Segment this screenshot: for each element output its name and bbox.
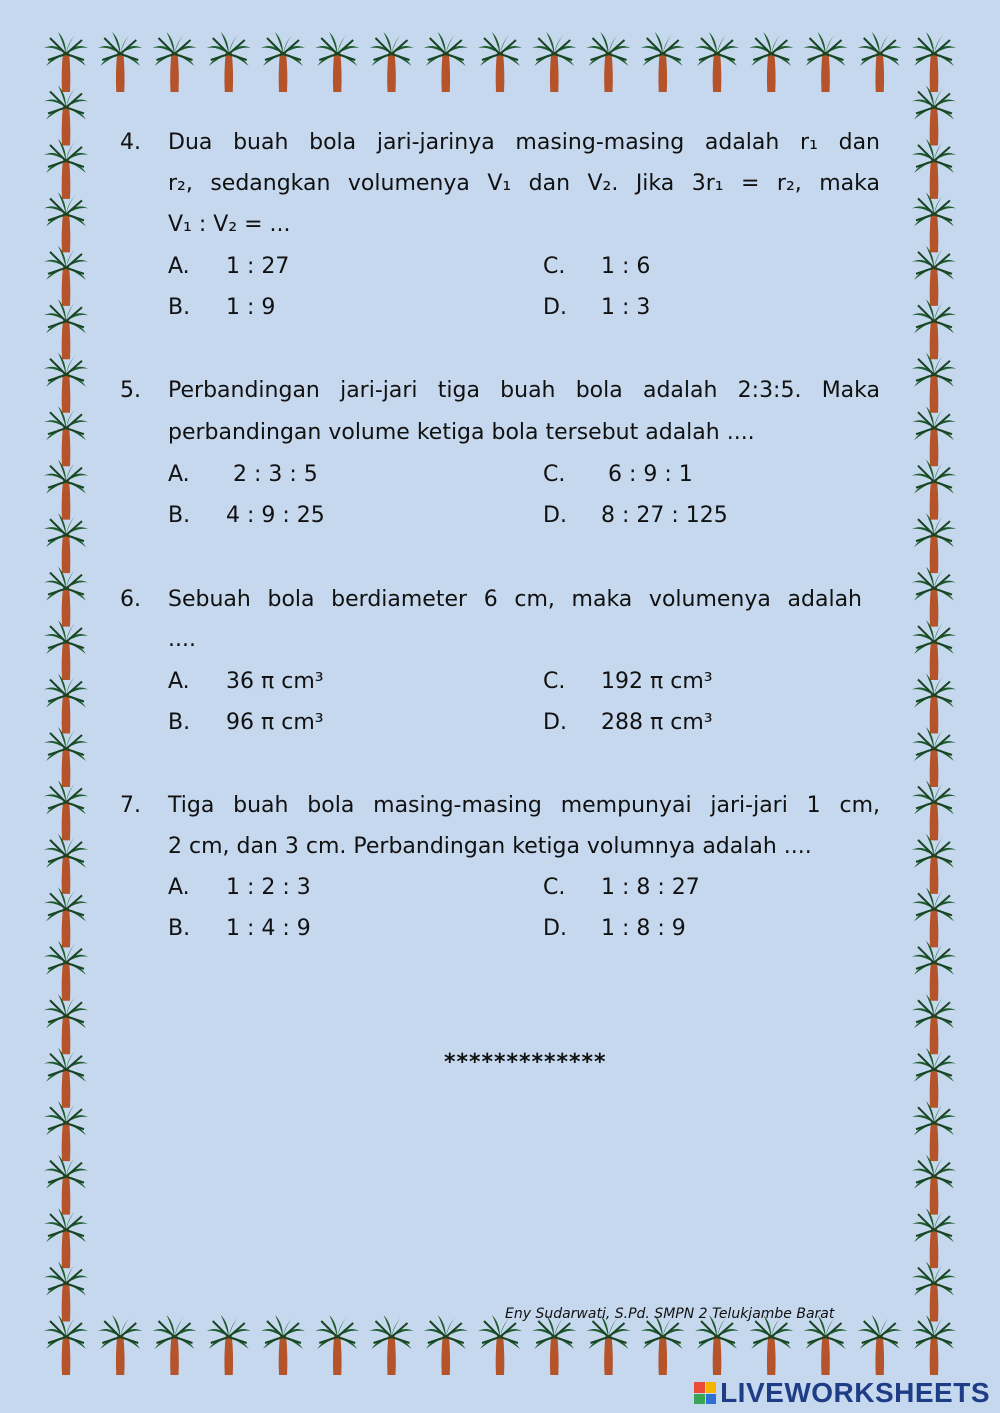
option-value: 1 : 3 <box>601 295 651 320</box>
palm-tree-icon <box>153 1315 197 1375</box>
palm-tree-icon <box>912 780 956 840</box>
option-label: C. <box>543 254 566 279</box>
palm-tree-icon <box>44 994 88 1054</box>
palm-tree-icon <box>749 1315 793 1375</box>
palm-tree-icon <box>912 139 956 199</box>
option-label: B. <box>168 503 191 528</box>
question-number: 6. <box>120 587 141 612</box>
palm-tree-icon <box>424 1315 468 1375</box>
palm-tree-icon <box>749 32 793 92</box>
palm-tree-icon <box>44 406 88 466</box>
option-a[interactable] <box>168 252 289 282</box>
palm-tree-icon <box>912 1101 956 1161</box>
palm-tree-icon <box>912 727 956 787</box>
option-value: 1 : 27 <box>226 254 290 279</box>
palm-tree-icon <box>370 1315 414 1375</box>
option-label: B. <box>168 710 191 735</box>
question-number: 7. <box>120 793 141 818</box>
option-c[interactable] <box>543 460 693 490</box>
palm-tree-icon <box>912 620 956 680</box>
question-text-line: Tiga buah bola masing-masing mempunyai jari-jari 1 cm, <box>168 793 880 818</box>
palm-tree-icon <box>912 353 956 413</box>
palm-tree-icon <box>912 299 956 359</box>
question-5 <box>120 376 880 536</box>
option-value: 192 π cm³ <box>601 669 713 694</box>
palm-tree-icon <box>44 1155 88 1215</box>
option-label: A. <box>168 669 190 694</box>
option-label: D. <box>543 503 567 528</box>
palm-tree-icon <box>912 1208 956 1268</box>
question-text-line: Dua buah bola jari-jarinya masing-masing adalah r₁ dan <box>168 130 880 155</box>
question-text-line: Sebuah bola berdiameter 6 cm, maka volumenya adalah <box>168 587 862 612</box>
question-text-line: Perbandingan jari-jari tiga buah bola adalah 2:3:5. Maka <box>168 378 880 403</box>
palm-tree-icon <box>44 85 88 145</box>
palm-tree-icon <box>44 192 88 252</box>
palm-tree-icon <box>44 941 88 1001</box>
option-c[interactable] <box>543 252 650 282</box>
palm-tree-icon <box>532 32 576 92</box>
palm-tree-icon <box>44 1262 88 1322</box>
palm-tree-icon <box>44 299 88 359</box>
option-label: D. <box>543 916 567 941</box>
option-label: C. <box>543 875 566 900</box>
option-value: 1 : 6 <box>601 254 651 279</box>
option-value: 1 : 2 : 3 <box>226 875 311 900</box>
watermark-text: LIVEWORKSHEETS <box>720 1377 990 1408</box>
palm-tree-icon <box>261 32 305 92</box>
option-value: 1 : 9 <box>226 295 276 320</box>
option-label: D. <box>543 710 567 735</box>
palm-tree-icon <box>44 674 88 734</box>
palm-tree-icon <box>858 32 902 92</box>
palm-tree-icon <box>44 834 88 894</box>
option-label: B. <box>168 295 191 320</box>
option-label: A. <box>168 462 190 487</box>
option-value: 1 : 8 : 9 <box>601 916 686 941</box>
palm-tree-icon <box>44 780 88 840</box>
option-value: 2 : 3 : 5 <box>226 462 318 487</box>
palm-tree-icon <box>804 32 848 92</box>
palm-tree-icon <box>912 1048 956 1108</box>
palm-tree-icon <box>912 1262 956 1322</box>
option-a[interactable] <box>168 460 318 490</box>
palm-tree-icon <box>912 994 956 1054</box>
palm-tree-icon <box>912 674 956 734</box>
palm-tree-icon <box>912 460 956 520</box>
palm-tree-icon <box>44 620 88 680</box>
option-value: 96 π cm³ <box>226 710 324 735</box>
palm-tree-icon <box>98 32 142 92</box>
palm-tree-icon <box>587 1315 631 1375</box>
palm-tree-icon <box>44 567 88 627</box>
option-b[interactable] <box>168 293 275 323</box>
option-a[interactable] <box>168 873 311 903</box>
palm-tree-icon <box>315 1315 359 1375</box>
palm-tree-icon <box>912 1315 956 1375</box>
author-credit: Eny Sudarwati, S.Pd. SMPN 2 Telukjambe Barat <box>505 1306 835 1322</box>
question-text-line: perbandingan volume ketiga bola tersebut adalah .... <box>168 420 755 445</box>
palm-tree-icon <box>912 887 956 947</box>
palm-tree-icon <box>153 32 197 92</box>
option-value: 4 : 9 : 25 <box>226 503 325 528</box>
option-label: C. <box>543 462 566 487</box>
palm-tree-icon <box>532 1315 576 1375</box>
palm-tree-icon <box>912 513 956 573</box>
palm-tree-icon <box>44 32 88 92</box>
palm-tree-icon <box>44 139 88 199</box>
watermark <box>694 1376 990 1410</box>
palm-tree-icon <box>912 1155 956 1215</box>
palm-tree-icon <box>858 1315 902 1375</box>
palm-tree-icon <box>587 32 631 92</box>
option-value: 8 : 27 : 125 <box>601 503 728 528</box>
palm-tree-icon <box>912 834 956 894</box>
option-value: 36 π cm³ <box>226 669 324 694</box>
option-b[interactable] <box>168 501 325 531</box>
palm-tree-icon <box>44 727 88 787</box>
question-4 <box>120 128 880 328</box>
palm-tree-icon <box>641 1315 685 1375</box>
option-label: C. <box>543 669 566 694</box>
palm-tree-icon <box>478 1315 522 1375</box>
palm-tree-icon <box>370 32 414 92</box>
palm-tree-icon <box>44 1208 88 1268</box>
option-label: A. <box>168 875 190 900</box>
question-number: 4. <box>120 130 141 155</box>
question-text-line: V₁ : V₂ = ... <box>168 212 291 237</box>
option-value: 288 π cm³ <box>601 710 713 735</box>
palm-tree-icon <box>315 32 359 92</box>
palm-tree-icon <box>44 246 88 306</box>
palm-tree-icon <box>695 1315 739 1375</box>
palm-tree-icon <box>641 32 685 92</box>
palm-tree-icon <box>98 1315 142 1375</box>
question-7 <box>120 791 880 951</box>
palm-tree-icon <box>912 941 956 1001</box>
palm-tree-icon <box>804 1315 848 1375</box>
palm-tree-icon <box>44 887 88 947</box>
palm-tree-icon <box>44 1048 88 1108</box>
option-d[interactable] <box>543 293 650 323</box>
palm-tree-icon <box>478 32 522 92</box>
palm-tree-icon <box>912 246 956 306</box>
option-label: A. <box>168 254 190 279</box>
option-b[interactable] <box>168 914 311 944</box>
option-value: 1 : 8 : 27 <box>601 875 700 900</box>
option-c[interactable] <box>543 873 700 903</box>
palm-tree-icon <box>695 32 739 92</box>
option-value: 1 : 4 : 9 <box>226 916 311 941</box>
option-d[interactable] <box>543 914 686 944</box>
palm-tree-icon <box>424 32 468 92</box>
palm-tree-icon <box>912 567 956 627</box>
palm-tree-icon <box>261 1315 305 1375</box>
option-a[interactable] <box>168 667 324 697</box>
palm-tree-icon <box>207 32 251 92</box>
option-label: D. <box>543 295 567 320</box>
option-d[interactable] <box>543 501 728 531</box>
option-c[interactable] <box>543 667 713 697</box>
question-text-line: r₂, sedangkan volumenya V₁ dan V₂. Jika 3r₁ = r₂, maka <box>168 171 880 196</box>
option-label: B. <box>168 916 191 941</box>
separator: ************* <box>444 1050 607 1075</box>
palm-tree-icon <box>912 406 956 466</box>
palm-tree-icon <box>912 32 956 92</box>
palm-tree-icon <box>44 460 88 520</box>
palm-tree-icon <box>44 1101 88 1161</box>
question-text-line: .... <box>168 627 196 652</box>
palm-tree-icon <box>912 85 956 145</box>
palm-tree-icon <box>912 192 956 252</box>
palm-tree-icon <box>44 513 88 573</box>
question-number: 5. <box>120 378 141 403</box>
option-d[interactable] <box>543 708 713 738</box>
liveworksheets-logo-icon <box>694 1382 716 1404</box>
palm-tree-icon <box>207 1315 251 1375</box>
option-value: 6 : 9 : 1 <box>601 462 693 487</box>
question-6 <box>120 585 880 745</box>
question-text-line: 2 cm, dan 3 cm. Perbandingan ketiga volumnya adalah .... <box>168 834 812 859</box>
palm-tree-icon <box>44 1315 88 1375</box>
palm-tree-icon <box>44 353 88 413</box>
option-b[interactable] <box>168 708 324 738</box>
